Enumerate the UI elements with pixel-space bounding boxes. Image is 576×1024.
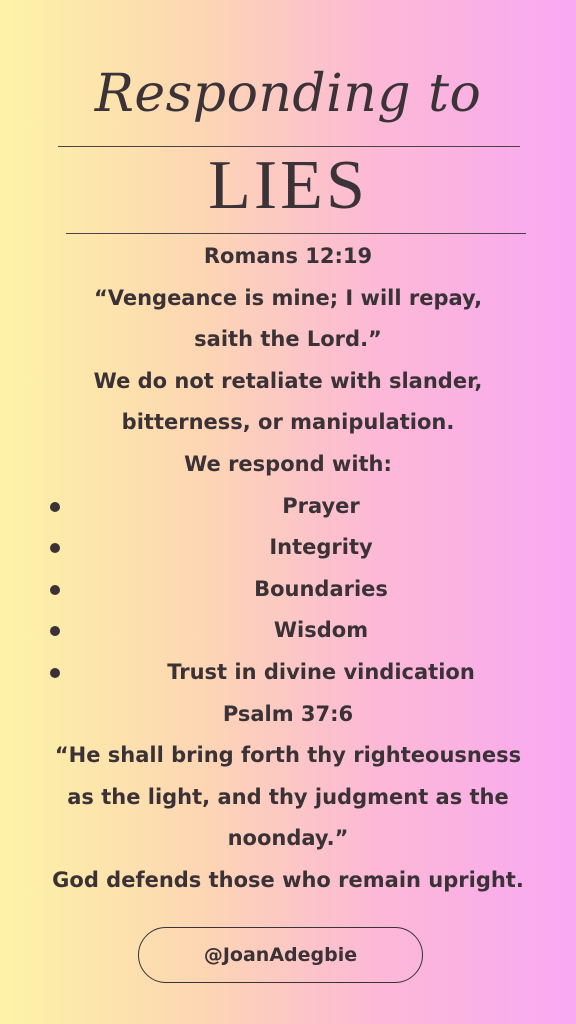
title-divider-bottom [66,233,526,234]
bullet-text: Boundaries [254,576,388,601]
title-script: Responding to [94,64,482,124]
bullet-text: Wisdom [273,618,369,643]
title-main: LIES [208,147,368,224]
verse-line: noonday.” [227,826,349,851]
paragraph-line: We do not retaliate with slander, [93,368,483,393]
verse-line: saith the Lord.” [194,327,382,352]
respond-intro: We respond with: [184,451,392,476]
bullet-text: Trust in divine vindication [167,659,475,684]
verse-reference: Psalm 37:6 [222,701,354,726]
verse-line: as the light, and thy judgment as the [67,784,509,809]
bullet-dot-icon [50,502,60,512]
paragraph-line: bitterness, or manipulation. [121,410,455,435]
bullet-text: Integrity [269,535,373,560]
bullet-dot-icon [50,585,60,595]
bullet-text: Prayer [282,493,360,518]
verse-line: “Vengeance is mine; I will repay, [93,285,483,310]
bullet-item [0,486,576,528]
bullet-dot-icon [50,626,60,636]
body-text [0,236,576,902]
author-handle: @JoanAdegbie [203,944,358,966]
bullet-item [0,569,576,611]
bullet-item [0,527,576,569]
verse-reference: Romans 12:19 [203,244,373,268]
bullet-item [0,652,576,694]
bullet-dot-icon [50,668,60,678]
verse-line: “He shall bring forth thy righteousness [54,743,522,768]
closing-line: God defends those who remain upright. [52,867,524,892]
bullet-item [0,610,576,652]
bullet-dot-icon [50,543,60,553]
author-handle-button[interactable] [138,927,423,983]
